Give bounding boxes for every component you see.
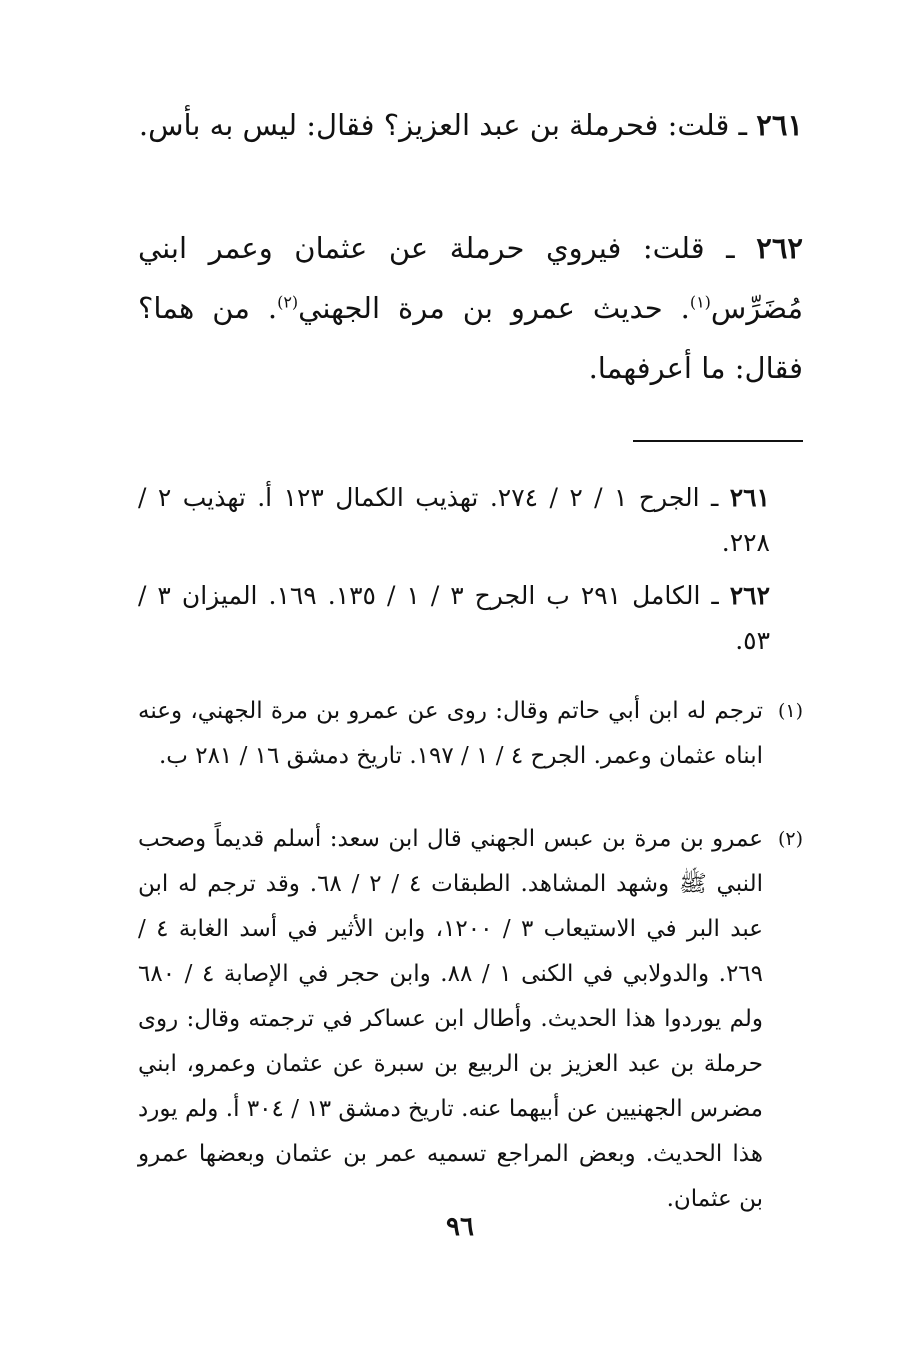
entry-text: ـ قلت: فيروي حرملة عن عثمان وعمر ابني مُضَرِّس (138, 231, 804, 325)
reference-number: ٢٦٢ (729, 581, 771, 610)
page-number: ٩٦ (446, 1212, 474, 1242)
entry-text: . حديث عمرو بن مرة الجهني (298, 291, 690, 325)
footnote-text: ترجم له ابن أبي حاتم وقال: روى عن عمرو بن مرة الجهني، وعنه ابناه عثمان وعمر. الجرح ٤ / ١ / ١٩٧. تاريخ دمشق ١٦ / ٢٨١ ب. (138, 698, 763, 769)
reference-261 (138, 475, 770, 565)
entry-text: ـ قلت: فحرملة بن عبد العزيز؟ فقال: ليس به بأس. (138, 108, 757, 142)
footnote-1 (138, 689, 803, 779)
separator-rule (633, 440, 803, 442)
entry-262 (138, 218, 803, 398)
footnote-mark: (٢) (777, 828, 803, 850)
reference-number: ٢٦١ (729, 483, 770, 512)
entry-text: . من هما؟ فقال: ما أعرفهما. (138, 291, 803, 385)
entry-number: ٢٦٢ (756, 231, 803, 265)
footnote-ref-2: (٢) (277, 292, 299, 312)
reference-text: ـ الجرح ١ / ٢ / ٢٧٤. تهذيب الكمال ١٢٣ أ. تهذيب ٢ / ٢٢٨. (138, 483, 770, 557)
footnote-ref-1: (١) (689, 292, 711, 312)
reference-text: ـ الكامل ٢٩١ ب الجرح ٣ / ١ / ١٣٥. ١٦٩. الميزان ٣ / ٥٣. (138, 581, 770, 655)
entry-261 (138, 95, 803, 155)
footnote-mark: (١) (777, 700, 803, 722)
footnote-2 (138, 817, 803, 1222)
reference-262 (138, 573, 770, 663)
footnote-text: عمرو بن مرة بن عبس الجهني قال ابن سعد: أسلم قديماً وصحب النبي ﷺ وشهد المشاهد. الطبقات ٤ / ٢ / ٦٨. وقد ترجم له ابن عبد البر في الاستيعاب ٣ / ١٢٠٠، وابن الأثير في أسد الغابة ٤ / ٢٦٩. والدولابي في الكنى ١ / ٨٨. وابن حجر في الإصابة ٤ / ٦٨٠ ولم يوردوا هذا الحديث. وأطال ابن عساكر في ترجمته وقال: روى حرملة بن عبد العزيز بن الربيع بن سبرة عن عثمان وعمرو، ابني مضرس الجهنيين عن أبيهما عنه. تاريخ دمشق ١٣ / ٣٠٤ أ. ولم يورد هذا الحديث. وبعض المراجع تسميه عمر بن عثمان وبعضها عمرو بن عثمان. (138, 826, 764, 1212)
entry-number: ٢٦١ (756, 108, 803, 142)
